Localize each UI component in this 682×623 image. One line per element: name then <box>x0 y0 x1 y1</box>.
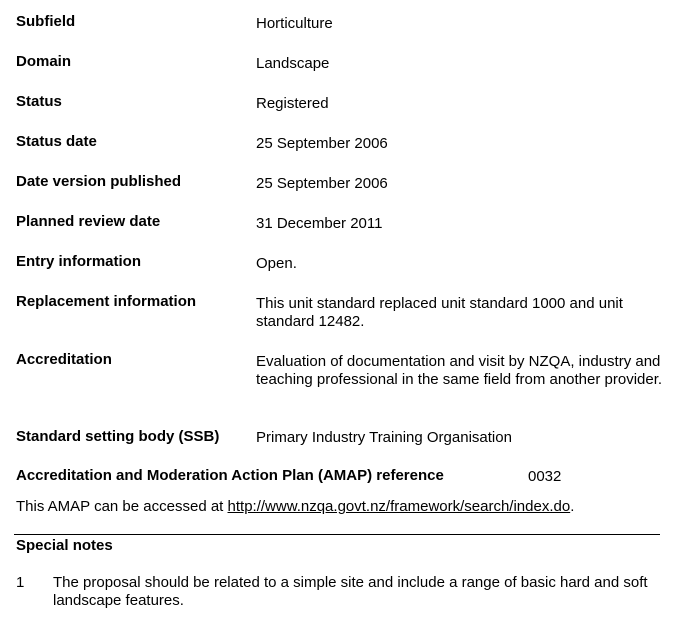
amap-access-text <box>16 498 666 516</box>
special-note-text: The proposal should be related to a simple site and include a range of basic hard and soft landscape features. <box>53 574 648 609</box>
field-value: This unit standard replaced unit standard 1000 and unit standard 12482. <box>256 295 623 330</box>
field-value: Landscape <box>256 55 330 72</box>
field-value: 31 December 2011 <box>256 215 383 232</box>
amap-access-suffix: . <box>570 498 575 515</box>
field-label: Subfield <box>16 13 76 30</box>
field-value: Registered <box>256 95 329 112</box>
field-value: Horticulture <box>256 15 333 32</box>
amap-label: Accreditation and Moderation Action Plan (AMAP) reference <box>16 467 444 484</box>
field-label: Date version published <box>16 173 182 190</box>
field-value: 25 September 2006 <box>256 135 388 152</box>
field-value: Open. <box>256 255 297 272</box>
field-label: Status date <box>16 133 97 150</box>
field-label: Accreditation <box>16 351 112 368</box>
amap-access-link[interactable]: http://www.nzqa.govt.nz/framework/search/index.do <box>227 498 571 515</box>
section-divider <box>14 534 660 535</box>
field-label: Domain <box>16 53 72 70</box>
field-value: Primary Industry Training Organisation <box>256 429 512 446</box>
field-label: Status <box>16 93 62 110</box>
amap-value: 0032 <box>528 468 562 485</box>
field-label: Standard setting body (SSB) <box>16 428 220 445</box>
special-notes-heading: Special notes <box>16 537 113 554</box>
amap-reference-row <box>16 467 666 487</box>
field-label: Planned review date <box>16 213 161 230</box>
field-value: 25 September 2006 <box>256 175 388 192</box>
field-label: Entry information <box>16 253 142 270</box>
amap-access-prefix: This AMAP can be accessed at <box>16 498 228 515</box>
field-label: Replacement information <box>16 293 197 310</box>
special-note-number: 1 <box>16 574 25 591</box>
field-value: Evaluation of documentation and visit by NZQA, industry and teaching professional in the same field from another provider. <box>256 353 663 388</box>
